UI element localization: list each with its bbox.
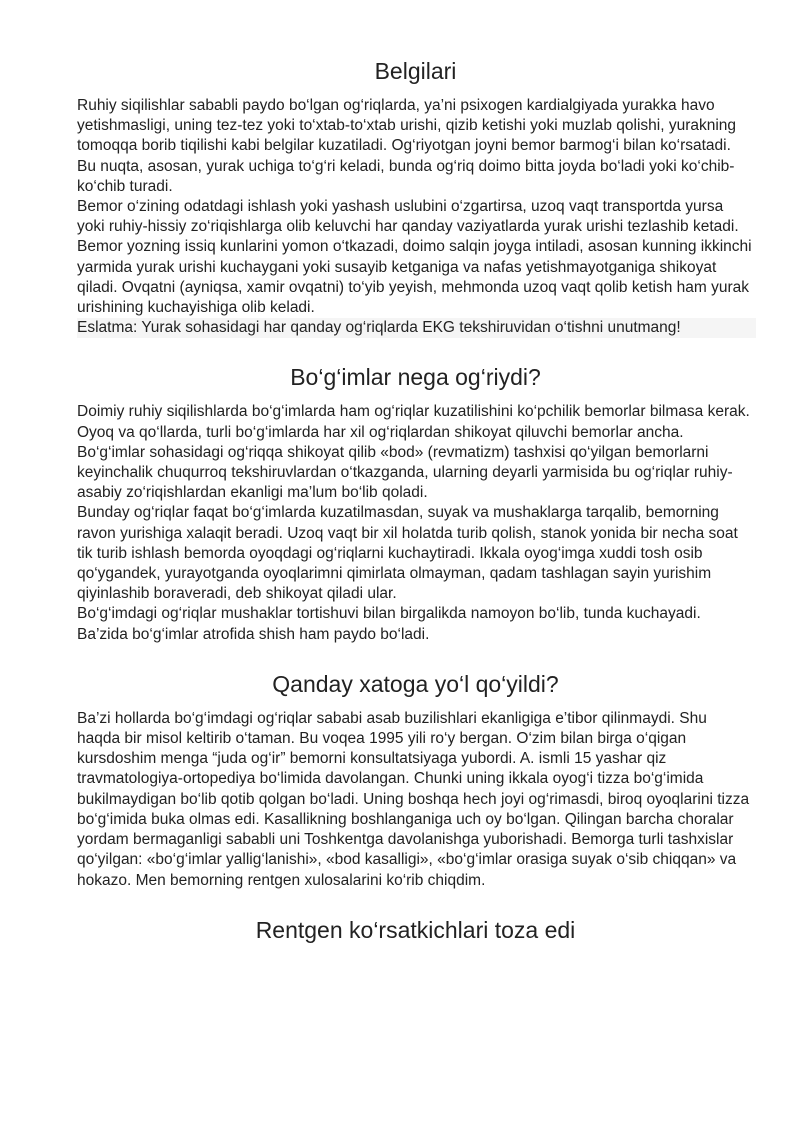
paragraph: Bo‘g‘imdagi og‘riqlar mushaklar tortishuvi bilan birgalikda namoyon bo‘lib, tunda kuchayadi.: [77, 605, 701, 623]
section-heading: Qanday xatoga yo‘l qo‘yildi?: [272, 670, 559, 697]
section-mistake: [77, 669, 754, 891]
section-joints: [77, 362, 754, 644]
paragraph: Bemor o‘zining odatdagi ishlash yoki yashash uslubini o‘zgartirsa, uzoq vaqt transportda yursa yoki ruhiy-hissiy zo‘riqishlarga olib keluvchi har qanday vaziyatlarda yurak urishi tezlashib ketadi. Bemor yozning issiq kunlarini yomon o‘tkazadi, doimo salqin joyga intiladi, asosan kunning ikkinchi yarmida yurak urishi kuchaygani yoki susayib ketganiga va nafas yetishmayotganiga shikoyat qiladi. Ovqatni (ayniqsa, xamir ovqatni) to‘yib yeyish, mehmonda uzoq vaqt qolib ketish ham yurak urishining kuchayishiga olib keladi.: [77, 198, 752, 317]
section-xray: [77, 915, 754, 945]
section-heading: Rentgen ko‘rsatkichlari toza edi: [255, 916, 576, 943]
section-heading: Belgilari: [374, 58, 457, 84]
note-callout: Eslatma: Yurak sohasidagi har qanday og‘riqlarda EKG tekshiruvidan o‘tishni unutmang!: [77, 318, 756, 338]
paragraph: Bunday og‘riqlar faqat bo‘g‘imlarda kuzatilmasdan, suyak va mushaklarga tarqalib, bemorning ravon yurishiga xalaqit beradi. Uzoq vaqt bir xil holatda turib qolish, stanok yonida bir necha soat tik turib ishlash bemorda oyoqdagi og‘riqlarni kuchaytiradi. Ikkala oyog‘imga xuddi tosh osib qo‘ygandek, yurayotganda oyoqlarimni qimirlata olmayman, qadam tashlagan sayin yurishim qiyinlashib boraveradi, deb shikoyat qiladi ular.: [77, 504, 738, 603]
paragraph: Doimiy ruhiy siqilishlarda bo‘g‘imlarda ham og‘riqlar kuzatilishini ko‘pchilik bemorlar bilmasa kerak. Oyoq va qo‘llarda, turli bo‘g‘imlarda har xil og‘riqlardan shikoyat qiluvchi bemorlar ancha. Bo‘g‘imlar sohasidagi og‘riqqa shikoyat qilib «bod» (revmatizm) tashxisi qo‘yilgan bemorlarni keyinchalik chuqurroq tekshiruvlardan o‘tkazganda, ularning deyarli yarmisida bu og‘riqlar ruhiy-asabiy zo‘riqishlardan ekanligi ma’lum bo‘lib qoladi.: [77, 403, 750, 502]
paragraph: Ruhiy siqilishlar sababli paydo bo‘lgan og‘riqlarda, ya’ni psixogen kardialgiyada yurakka havo yetishmasligi, uning tez-tez yoki to‘xtab-to‘xtab urishi, qizib ketishi yoki muzlab qolishi, yurakning tomoqqa borib tiqilishi kabi belgilar kuzatiladi. Og‘riyotgan joyni bemor barmog‘i bilan ko‘rsatadi. Bu nuqta, asosan, yurak uchiga to‘g‘ri keladi, bunda og‘riq doimo bitta joyda bo‘ladi yoki ko‘chib-ko‘chib turadi.: [77, 97, 737, 195]
section-belgilari: [77, 56, 754, 338]
section-heading: Bo‘g‘imlar nega og‘riydi?: [290, 364, 541, 391]
paragraph: Ba’zi hollarda bo‘g‘imdagi og‘riqlar sababi asab buzilishlari ekanligiga e’tibor qilinmaydi. Shu haqda bir misol keltirib o‘taman. Bu voqea 1995 yili ro‘y bergan. O‘zim bilan birga o‘qigan kursdoshim menga “juda og‘ir” bemorni konsultatsiyaga yubordi. A. ismli 15 yashar qiz travmatologiya-ortopediya bo‘limida davolangan. Chunki uning ikkala oyog‘i tizza bo‘g‘imida bukilmaydigan bo‘lib qotib qolgan bo‘ladi. Uning boshqa hech joyi og‘rimasdi, biroq oyoqlarini tizza bo‘g‘imida buka olmas edi. Kasallikning boshlanganiga uch oy bo‘lgan. Qilingan barcha choralar yordam bermaganligi sababli uni Toshkentga davolanishga yuborishadi. Bemorga turli tashxislar qo‘yilgan: «bo‘g‘imlar yallig‘lanishi», «bod kasalligi», «bo‘g‘imlar orasiga suyak o‘sib chiqqan» va hokazo. Men bemorning rentgen xulosalarini ko‘rib chiqdim.: [77, 709, 750, 889]
paragraph: Ba’zida bo‘g‘imlar atrofida shish ham paydo bo‘ladi.: [77, 625, 430, 643]
